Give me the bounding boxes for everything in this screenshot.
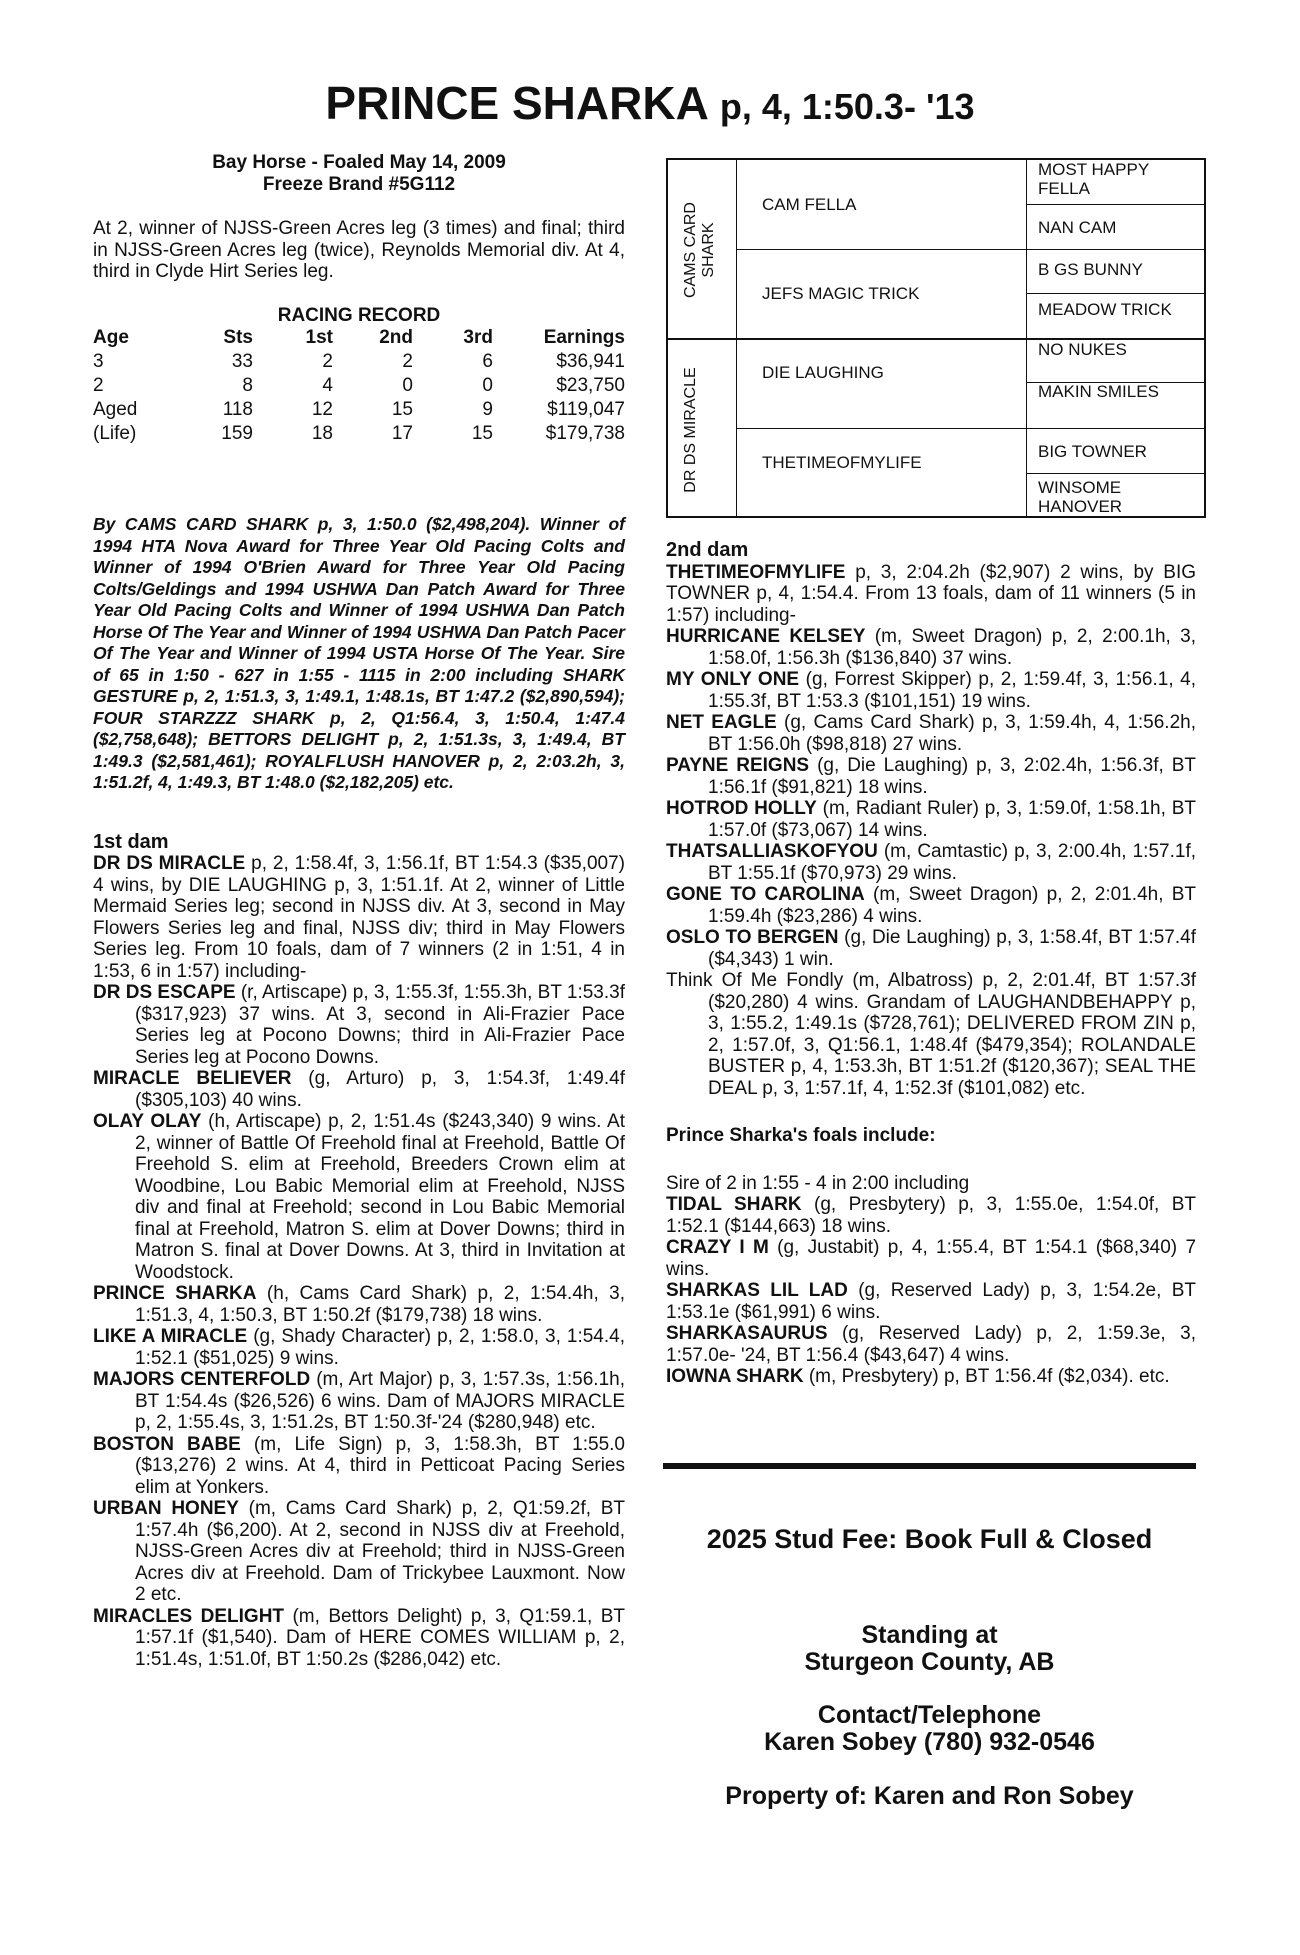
pedigree-dam-dam: THETIMEOFMYLIFE: [762, 453, 922, 472]
table-cell: 15: [471, 423, 493, 444]
dam-entry: THETIMEOFMYLIFE p, 3, 2:04.2h ($2,907) 2 wins, by BIG TOWNER p, 4, 1:54.4. From 13 foals, dam of 11 winners (5 in 1:57) including-: [666, 561, 1196, 626]
table-cell: 17: [391, 423, 413, 444]
table-cell: 0: [402, 375, 413, 396]
table-cell: 0: [482, 375, 493, 396]
produce-entry: NET EAGLE (g, Cams Card Shark) p, 3, 1:59.4h, 4, 1:56.2h, BT 1:56.0h ($98,818) 27 wins.: [666, 712, 1196, 755]
foal-entry: CRAZY I M (g, Justabit) p, 4, 1:55.4, BT 1:54.1 ($68,340) 7 wins.: [666, 1237, 1197, 1280]
table-cell: $119,047: [547, 399, 625, 420]
table-cell: 118: [222, 399, 253, 420]
racing-record-header: [93, 326, 625, 350]
freeze-brand: Freeze Brand #5G112: [262, 174, 456, 195]
racing-record-title: RACING RECORD: [277, 304, 441, 326]
first-dam-list: [93, 853, 625, 1670]
col-header: 3rd: [463, 327, 493, 348]
produce-entry: MAJORS CENTERFOLD (m, Art Major) p, 3, 1:57.3s, 1:56.1h, BT 1:54.4s ($26,526) 6 wins. Dam of MAJORS MIRACLE p, 2, 1:55.4s, 3, 1:51.2s, BT 1:50.3f-'24 ($280,948) etc.: [93, 1369, 625, 1433]
table-cell: $179,738: [545, 423, 625, 444]
foals-heading: Prince Sharka's foals include:: [666, 1125, 936, 1146]
table-cell: 12: [311, 399, 333, 420]
second-dam-heading: 2nd dam: [666, 539, 749, 561]
table-cell: 8: [242, 375, 253, 396]
stud-fee: 2025 Stud Fee: Book Full & Closed: [706, 1524, 1153, 1554]
produce-entry: PRINCE SHARKA (h, Cams Card Shark) p, 2, 1:54.4h, 3, 1:51.3, 4, 1:50.3, BT 1:50.2f ($179,738) 18 wins.: [93, 1283, 625, 1326]
produce-entry: GONE TO CAROLINA (m, Sweet Dragon) p, 2, 2:01.4h, BT 1:59.4h ($23,286) 4 wins.: [666, 884, 1196, 927]
foals-list: [666, 1194, 1196, 1388]
produce-entry: MY ONLY ONE (g, Forrest Skipper) p, 2, 1:59.4f, 3, 1:56.1, 4, 1:55.3f, BT 1:53.3 ($101,151) 19 wins.: [666, 669, 1196, 712]
pedigree-g1: MOST HAPPY FELLA: [1038, 160, 1149, 198]
pedigree-sire-dam: JEFS MAGIC TRICK: [762, 284, 920, 303]
dam-entry: DR DS MIRACLE p, 2, 1:58.4f, 3, 1:56.1f, BT 1:54.3 ($35,007) 4 wins, by DIE LAUGHING p, 3, 1:51.1f. At 2, winner of Little Mermaid Series leg; second in NJSS div. At 3, second in May Flowers Series leg and final, NJSS div; third in May Flowers Series leg. From 10 foals, dam of 7 winners (2 in 1:51, 4 in 1:53, 6 in 1:57) including-: [93, 853, 625, 982]
pedigree-chart: [666, 158, 1206, 518]
standing-label: Standing at: [861, 1621, 998, 1649]
section-divider: [663, 1463, 1196, 1469]
table-cell: 2: [402, 351, 413, 372]
produce-entry: PAYNE REIGNS (g, Die Laughing) p, 3, 2:02.4h, 1:56.3f, BT 1:56.1f ($91,821) 18 wins.: [666, 755, 1197, 798]
produce-entry: OSLO TO BERGEN (g, Die Laughing) p, 3, 1:58.4f, BT 1:57.4f ($4,343) 1 win.: [666, 927, 1196, 970]
col-header: Earnings: [543, 327, 625, 348]
produce-entry: HOTROD HOLLY (m, Radiant Ruler) p, 3, 1:59.0f, 1:58.1h, BT 1:57.0f ($73,067) 14 wins.: [666, 798, 1196, 841]
table-cell: Aged: [93, 399, 138, 420]
horse-record: p, 4, 1:50.3- '13: [719, 86, 975, 127]
horse-description: Bay Horse - Foaled May 14, 2009: [212, 152, 506, 173]
produce-entry: THATSALLIASKOFYOU (m, Camtastic) p, 3, 2:00.4h, 1:57.1f, BT 1:55.1f ($70,973) 29 wins.: [666, 841, 1196, 884]
table-row: [93, 350, 625, 374]
table-cell: $36,941: [556, 351, 625, 372]
table-cell: 2: [93, 375, 104, 396]
pedigree-g2: NAN CAM: [1038, 218, 1117, 237]
pedigree-g8: WINSOME HANOVER: [1038, 478, 1123, 516]
first-dam-heading: 1st dam: [93, 830, 169, 853]
right-column: [666, 540, 1196, 1388]
table-row: [93, 422, 625, 446]
pedigree-dam: DR DS MIRACLE: [682, 367, 699, 493]
pedigree-g5: NO NUKES: [1038, 340, 1127, 359]
second-dam-list: [666, 562, 1196, 1100]
racing-record-table: [93, 326, 625, 446]
produce-entry: Think Of Me Fondly (m, Albatross) p, 2, 2:01.4f, BT 1:57.3f ($20,280) 4 wins. Grandam of LAUGHANDBEHAPPY p, 3, 1:55.2, 1:49.1s ($728,761); DELIVERED FROM ZIN p, 2, 1:57.0f, 3, Q1:56.1, 1:48.4f ($479,354); ROLANDALE BUSTER p, 4, 1:53.3h, BT 1:51.2f ($120,367); SEAL THE DEAL p, 3, 1:57.1f, 4, 1:52.3f ($101,082) etc.: [666, 970, 1196, 1099]
table-cell: 6: [482, 351, 493, 372]
pedigree-g3: B GS BUNNY: [1038, 260, 1143, 279]
foals-intro: Sire of 2 in 1:55 - 4 in 2:00 including: [666, 1172, 970, 1194]
table-cell: 3: [93, 351, 104, 372]
foal-entry: TIDAL SHARK (g, Presbytery) p, 3, 1:55.0e, 1:54.0f, BT 1:52.1 ($144,663) 18 wins.: [666, 1194, 1196, 1237]
produce-entry: OLAY OLAY (h, Artiscape) p, 2, 1:51.4s ($243,340) 9 wins. At 2, winner of Battle Of Freehold final at Freehold, Battle Of Freehold S. elim at Freehold, Breeders Crown elim at Woodbine, Lou Babic Memorial elim at Freehold, NJSS div and final at Freehold; second in Lou Babic Memorial final at Freehold, Matron S. elim at Dover Downs; third in Matron S. final at Dover Downs. At 3, third in Invitation at Woodstock.: [93, 1111, 625, 1283]
page-title: [0, 78, 1300, 132]
pedigree-sire-sire: CAM FELLA: [762, 195, 857, 214]
property-of: Property of: Karen and Ron Sobey: [725, 1782, 1134, 1810]
table-row: [93, 398, 625, 422]
contact-label: Contact/Telephone: [817, 1701, 1042, 1729]
standing-location: Sturgeon County, AB: [804, 1648, 1055, 1676]
horse-summary: At 2, winner of NJSS-Green Acres leg (3 times) and final; third in NJSS-Green Acres leg (twice), Reynolds Memorial div. At 4, third in Clyde Hirt Series leg.: [93, 218, 625, 282]
contact-telephone: Karen Sobey (780) 932-0546: [764, 1728, 1095, 1756]
foal-entry: SHARKAS LIL LAD (g, Reserved Lady) p, 3, 1:54.2e, BT 1:53.1e ($61,991) 6 wins.: [666, 1280, 1196, 1323]
pedigree-g4: MEADOW TRICK: [1038, 300, 1172, 319]
sire-paragraph: By CAMS CARD SHARK p, 3, 1:50.0 ($2,498,204). Winner of 1994 HTA Nova Award for Three Year Old Pacing Colts and Winner of 1994 O'Brien Award for Three Year Old Pacing Colts/Geldings and 1994 USHWA Dan Patch Award for Three Year Old Pacing Colts and Winner of 1994 USHWA Dan Patch Horse Of The Year and Winner of 1994 USHWA Dan Patch Pacer Of The Year and Winner of 1994 USTA Horse Of The Year. Sire of 65 in 1:50 - 627 in 1:55 - 1115 in 2:00 including SHARK GESTURE p, 2, 1:51.3, 3, 1:49.1, 1:48.1s, BT 1:47.2 ($2,890,594); FOUR STARZZZ SHARK p, 2, Q1:56.4, 3, 1:50.4, 1:47.4 ($2,758,648); BETTORS DELIGHT p, 2, 1:51.3s, 3, 1:49.4, BT 1:49.3 ($2,581,461); ROYALFLUSH HANOVER p, 2, 2:03.2h, 3, 1:51.2f, 4, 1:49.3, BT 1:48.0 ($2,182,205) etc.: [93, 514, 625, 792]
col-header: 2nd: [379, 327, 413, 348]
pedigree-dam-sire: DIE LAUGHING: [762, 363, 884, 382]
col-header: 1st: [305, 327, 333, 348]
table-cell: 33: [231, 351, 253, 372]
produce-entry: MIRACLE BELIEVER (g, Arturo) p, 3, 1:54.3f, 1:49.4f ($305,103) 40 wins.: [93, 1068, 625, 1111]
table-cell: (Life): [93, 423, 137, 444]
horse-name: PRINCE SHARKA: [325, 77, 708, 129]
produce-entry: URBAN HONEY (m, Cams Card Shark) p, 2, Q1:59.2f, BT 1:57.4h ($6,200). At 2, second in NJSS div at Freehold, NJSS-Green Acres div at Freehold; third in NJSS-Green Acres div at Freehold. Dam of Trickybee Lauxmont. Now 2 etc.: [93, 1498, 626, 1605]
pedigree-g7: BIG TOWNER: [1038, 442, 1147, 461]
table-cell: $23,750: [556, 375, 625, 396]
produce-entry: LIKE A MIRACLE (g, Shady Character) p, 2, 1:58.0, 3, 1:54.4, 1:52.1 ($51,025) 9 wins.: [93, 1326, 625, 1369]
table-row: [93, 374, 625, 398]
table-cell: 2: [322, 351, 333, 372]
produce-entry: DR DS ESCAPE (r, Artiscape) p, 3, 1:55.3f, 1:55.3h, BT 1:53.3f ($317,923) 37 wins. At 3, second in Ali-Frazier Pace Series leg at Pocono Downs; third in Ali-Frazier Pace Series leg at Pocono Downs.: [93, 982, 625, 1068]
table-cell: 4: [322, 375, 333, 396]
table-cell: 18: [311, 423, 333, 444]
col-header: Sts: [223, 327, 253, 348]
pedigree-g6: MAKIN SMILES: [1038, 382, 1159, 401]
left-column: [93, 152, 625, 1670]
table-cell: 15: [391, 399, 413, 420]
table-cell: 159: [221, 423, 253, 444]
foal-entry: SHARKASAURUS (g, Reserved Lady) p, 2, 1:59.3e, 3, 1:57.0e- '24, BT 1:56.4 ($43,647) 4 wins.: [666, 1323, 1196, 1366]
produce-entry: MIRACLES DELIGHT (m, Bettors Delight) p, 3, Q1:59.1, BT 1:57.1f ($1,540). Dam of HERE COMES WILLIAM p, 2, 1:51.4s, 1:51.0f, BT 1:50.2s ($286,042) etc.: [93, 1605, 625, 1670]
table-cell: 9: [482, 399, 493, 420]
col-header: Age: [93, 327, 129, 348]
pedigree-sire: CAMS CARD SHARK: [682, 202, 717, 299]
foal-entry: IOWNA SHARK (m, Presbytery) p, BT 1:56.4f ($2,034). etc.: [666, 1366, 1170, 1387]
produce-entry: HURRICANE KELSEY (m, Sweet Dragon) p, 2, 2:00.1h, 3, 1:58.0f, 1:56.3h ($136,840) 37 wins.: [666, 626, 1196, 669]
produce-entry: BOSTON BABE (m, Life Sign) p, 3, 1:58.3h, BT 1:55.0 ($13,276) 2 wins. At 4, third in Petticoat Pacing Series elim at Yonkers.: [93, 1433, 625, 1498]
